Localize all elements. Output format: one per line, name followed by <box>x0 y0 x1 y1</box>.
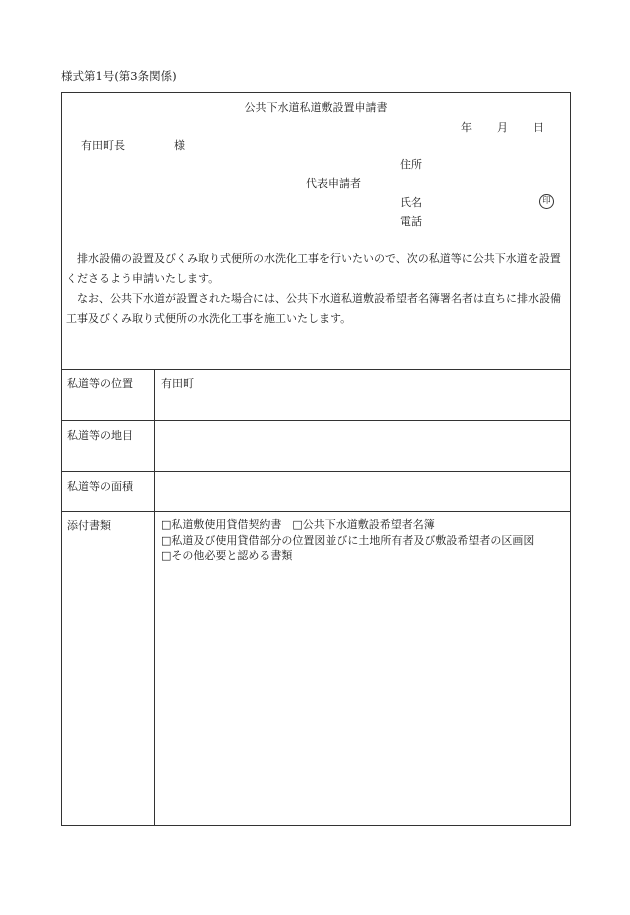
attachment-item: □私道敷使用貸借契約書 □公共下水道敷設希望者名簿 <box>161 518 435 531</box>
date-month-label: 月 <box>497 121 508 134</box>
date-day-label: 日 <box>533 121 544 134</box>
request-paragraph-2: なお、公共下水道が設置された場合には、公共下水道私道敷設希望者名簿署名者は直ちに排水設備工事及びくみ取り式便所の水洗化工事を施工いたします。 <box>66 292 561 325</box>
form-number: 様式第1号(第3条関係) <box>61 69 177 83</box>
name-label: 氏名 <box>400 196 422 209</box>
row-divider-3 <box>62 511 570 512</box>
land-category-label: 私道等の地目 <box>67 429 133 442</box>
seal-mark: 印 <box>539 194 554 209</box>
application-form <box>61 92 571 826</box>
row-divider-2 <box>62 471 570 472</box>
column-divider <box>154 370 155 825</box>
representative-label: 代表申請者 <box>306 177 361 190</box>
request-paragraph-1: 排水設備の設置及びくみ取り式便所の水洗化工事を行いたいので、次の私道等に公共下水道を設置くださるよう申請いたします。 <box>66 252 561 285</box>
request-body <box>66 249 568 329</box>
addressee-name: 有田町長 <box>81 139 125 152</box>
area-label: 私道等の面積 <box>67 480 133 493</box>
date-year-label: 年 <box>461 121 472 134</box>
location-value: 有田町 <box>161 377 194 390</box>
table-top-border <box>62 369 570 370</box>
attachment-item: □その他必要と認める書類 <box>161 549 293 562</box>
attachments-list <box>161 517 534 564</box>
phone-label: 電話 <box>400 215 422 228</box>
address-label: 住所 <box>400 158 422 171</box>
form-title: 公共下水道私道敷設置申請書 <box>244 101 388 114</box>
row-divider-1 <box>62 420 570 421</box>
addressee-honorific: 様 <box>174 139 185 152</box>
attachments-label: 添付書類 <box>67 519 111 532</box>
location-label: 私道等の位置 <box>67 377 133 390</box>
attachment-item: □私道及び使用貸借部分の位置図並びに土地所有者及び敷設希望者の区画図 <box>161 533 535 547</box>
